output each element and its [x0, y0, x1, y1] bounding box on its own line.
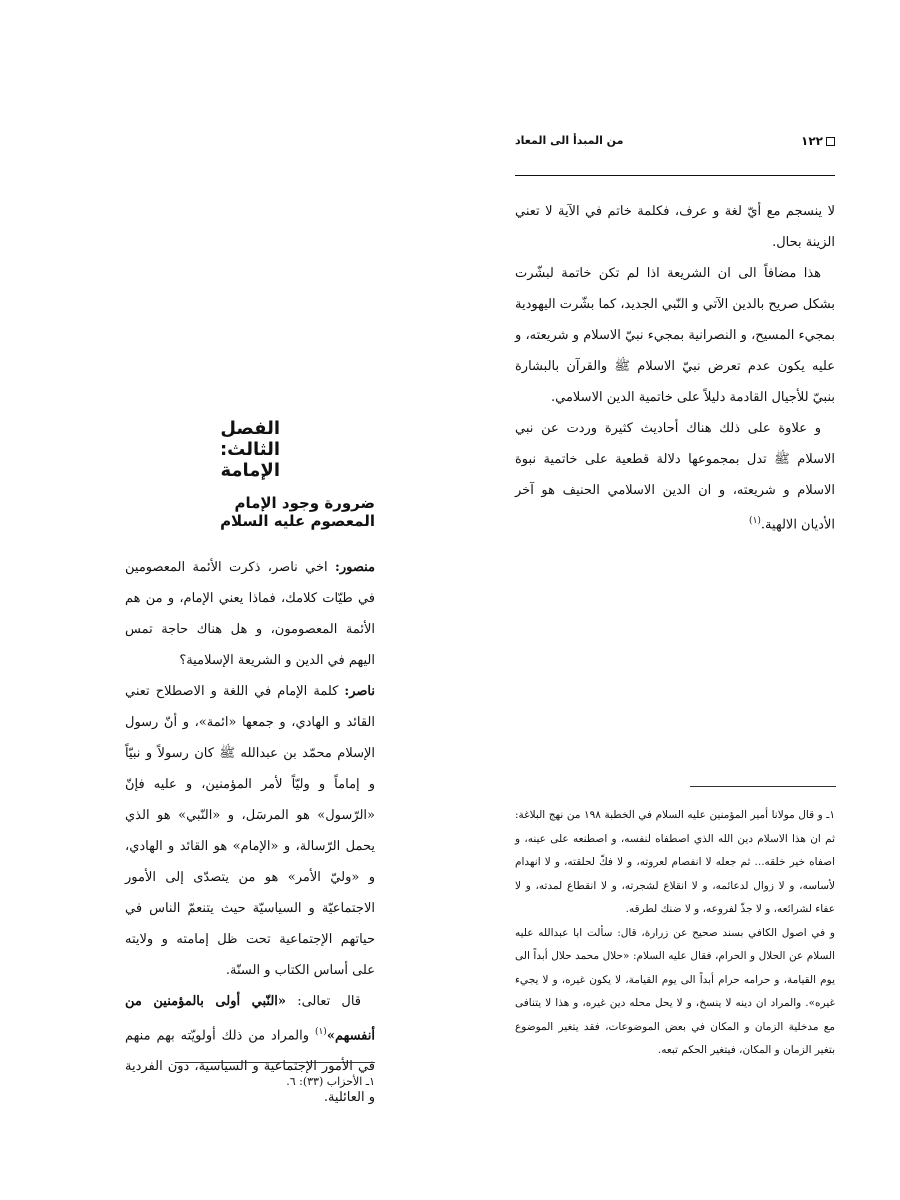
left-page-body	[125, 552, 375, 1113]
left-footnote: ١ـ الأحزاب (٣٣): ٦.	[286, 1075, 375, 1088]
right-page-body	[515, 196, 835, 540]
footnote-paragraph: ١ـ و قال مولانا أمير المؤمنين عليه السلام في الخطبة ١٩٨ من نهج البلاغة: ثم ان هذا الاسلام دين الله الذي اصطفاه لنفسه، و اصطنعه على عينه، و اصفاه خير خلقه... ثم جعله لا انفصام لعروته، و لا فكّ لحلقته، و لا انهدام لأساسه، و لا زوال لدعائمه، و لا انقلاع لشجرته، و لا انقطاع لمدته، و لا عفاء لشرائعه، و لا جذّ لفروعه، و لا ضنك لطرقه.	[515, 809, 835, 915]
right-footnote	[515, 804, 835, 1063]
paragraph: لا ينسجم مع أيّ لغة و عرف، فكلمة خاتم في الآية لا تعني الزينة بحال.	[515, 204, 835, 250]
chapter-title: الفصل الثالث: الإمامة	[219, 418, 280, 481]
speaker-label: منصور:	[335, 560, 375, 575]
paragraph: و علاوة على ذلك هناك أحاديث كثيرة وردت عن نبي الاسلام ﷺ تدل بمجموعها دلالة قطعية على خاتمية نبوة الاسلام و شريعته، و ان الدين الاسلامي الحنيف هو آخر الأديان الالهية.$^{(١)}$	[515, 421, 835, 533]
section-title: ضرورة وجود الإمام المعصوم عليه السلام	[220, 494, 375, 530]
quran-paragraph: قال تعالى: «النّبي أولى بالمؤمنين من أنفسهم»$^{(١)}$ والمراد من ذلك أولويّته بهم منهم في الأمور الإجتماعية و السياسية، دون الفردية و العائلية.	[125, 994, 375, 1106]
speaker-label: ناصر:	[344, 684, 375, 699]
page-number-box-icon	[826, 137, 835, 146]
dialogue-paragraph: ناصر: كلمة الإمام في اللغة و الاصطلاح تعني القائد و الهادي، و جمعها «ائمة»، و أنّ رسول الإسلام محمّد بن عبدالله ﷺ كان رسولاً و نبيّاً و إماماً و وليّاً لأمر المؤمنين، و عليه فإنّ «الرّسول» هو المرسَل، و «النّبي» هو الذي يحمل الرّسالة، و «الإمام» هو القائد و الهادي، و «وليّ الأمر» هو من يتصدّى إلى الأمور الاجتماعيّة و السياسيّة حيث يتنعمّ الناس في حياتهم الإجتماعية تحت ظل إمامته و ولايته على أساس الكتاب و السنّة.	[125, 684, 375, 978]
paragraph: هذا مضافاً الى ان الشريعة اذا لم تكن خاتمة لبشّرت بشكل صريح بالدين الآتي و النّبي الجديد، كما بشّرت اليهودية بمجيء المسيح، و النصرانية بمجيء نبيّ الاسلام و شريعته، و عليه يكون عدم تعرض نبيّ الاسلام ﷺ والقرآن بالبشارة بنبيّ للأجيال القادمة دليلاً على خاتمية الدين الاسلامي.	[515, 266, 835, 405]
footnote-paragraph: و في اصول الكافي بسند صحيح عن زرارة، قال: سألت ابا عبدالله عليه السلام عن الحلال و الحرام، فقال عليه السلام: «حلال محمد حلال أبداً الى يوم القيامة، و حرامه حرام أبداً الى يوم القيامة، لا يكون غيره، و لا يجيء غيره». والمراد ان دينه لا ينسخ، و لا يحل محله دين غيره، و هذا لا يتنافى مع مدخلية الزمان و المكان في بعض الموضوعات، فقد يتغير الموضوع بتغير الزمان و المكان، فيتغير الحكم تبعه.	[515, 926, 835, 1056]
header-rule	[515, 175, 835, 176]
dialogue-paragraph: منصور: اخي ناصر، ذكرت الأئمة المعصومين في طيّات كلامك، فماذا يعني الإمام، و من هم الأئمة المعصومون، و هل هناك حاجة تمس اليهم في الدين و الشريعة الإسلامية؟	[125, 560, 375, 668]
footnote-marker: (١)	[749, 516, 761, 526]
footnote-rule	[175, 1062, 375, 1063]
footnote-rule	[690, 786, 836, 787]
running-head	[515, 130, 835, 152]
footnote-marker: (١)	[314, 1027, 327, 1037]
quran-verse: «النّبي أولى بالمؤمنين من أنفسهم»	[125, 994, 375, 1044]
page-number: ١٢٢	[801, 134, 835, 148]
book-title: من المبدأ الى المعاد	[515, 134, 624, 147]
